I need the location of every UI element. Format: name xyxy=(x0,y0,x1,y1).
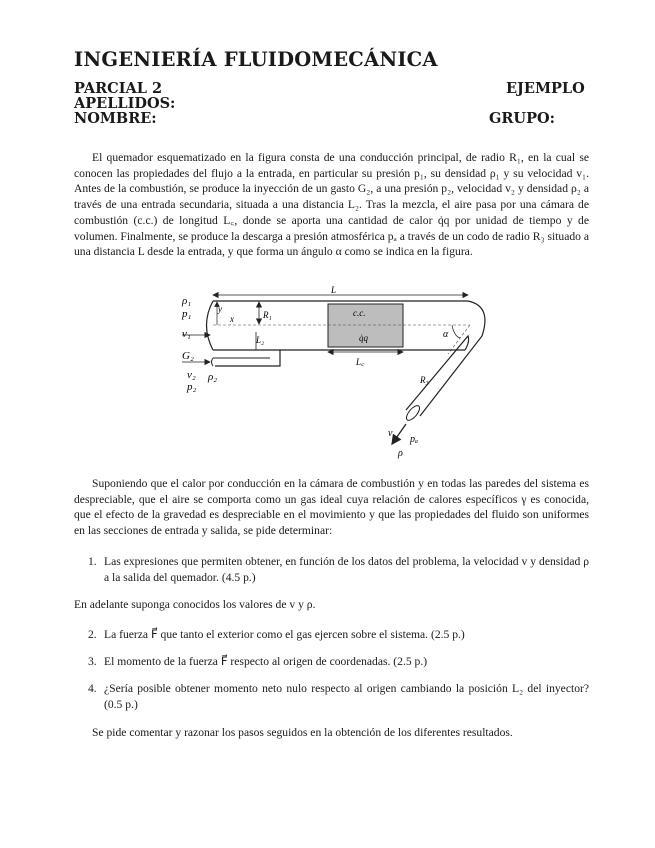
label-x: x xyxy=(230,314,234,324)
outlet-section xyxy=(404,404,422,423)
question-number: 3. xyxy=(88,655,97,668)
label-R1: R₁ xyxy=(263,310,272,320)
question-2 xyxy=(74,627,589,643)
label-G2: G₂ xyxy=(182,350,194,362)
surnames-label: APELLIDOS: xyxy=(74,95,176,112)
question-number: 1. xyxy=(88,555,97,568)
intro-text: El quemador esquematizado en la figura consta de una conducción principal, de radio R₁, en la cual se conocen las propiedades del flujo a la entrada, en particular su presión p₁, su densidad ρ₁ y su velocidad v₁. Antes de la combustión, se produce la inyección de un gasto G₂, a una presión p₂, velocidad v₂ y densidad ρ₂ a través de una entrada secundaria, situada a una distancia L₂. Tras la mezcla, el aire pasa por una cámara de combustión (c.c.) de longitud L꜀, donde se aporta una cantidad de calor q̇q por unidad de tiempo y de volumen. Finalmente, se produce la descarga a presión atmosférica pₐ a través de un codo de radio R₃ situado a una distancia L desde la entrada, y que forma un ángulo α como se indica en la figura. xyxy=(74,151,589,259)
intro-paragraph xyxy=(74,150,589,260)
question-number: 4. xyxy=(88,682,97,695)
label-p2: p₂ xyxy=(187,381,197,393)
label-L: L xyxy=(331,285,337,295)
outlet-velocity-arrow xyxy=(392,424,406,444)
burner-diagram xyxy=(170,284,500,460)
injector-profile xyxy=(212,358,214,366)
assumptions-paragraph xyxy=(74,476,589,539)
question-text: La fuerza F⃗ que tanto el exterior como el gas ejercen sobre el sistema. (2.5 p.) xyxy=(104,628,465,641)
label-R3: R₃ xyxy=(420,375,429,385)
question-text: Las expresiones que permiten obtener, en función de los datos del problema, la velocidad v y densidad ρ a la salida del quemador. (4.5 p.) xyxy=(104,555,589,584)
group-label: GRUPO: xyxy=(489,110,555,127)
label-Lc: L꜀ xyxy=(356,357,365,367)
question-text: ¿Sería posible obtener momento neto nulo respecto al origen cambiando la posición L₂ del inyector? (0.5 p.) xyxy=(104,682,589,711)
label-p1: p₁ xyxy=(182,308,192,320)
closing-note: Se pide comentar y razonar los pasos seguidos en la obtención de los diferentes resultados. xyxy=(92,726,513,739)
question-4 xyxy=(74,681,589,713)
question-3 xyxy=(74,654,589,670)
label-L2: L₂ xyxy=(256,335,265,345)
label-pa: pₐ xyxy=(410,434,418,445)
elbow-inner xyxy=(406,336,469,410)
label-v: v xyxy=(388,428,393,439)
assumptions-text: Suponiendo que el calor por conducción en la cámara de combustión y en todas las paredes del sistema es despreciable, que el aire se comporta como un gas ideal cuya relación de calores específicos γ es conocida, que el efecto de la gravedad es despreciable en el movimiento y que las propiedades del fluido son uniformes en las secciones de entrada y salida, se pide determinar: xyxy=(74,477,589,538)
middle-note: En adelante suponga conocidos los valores de v y ρ. xyxy=(74,598,316,611)
elbow-outer xyxy=(420,301,485,416)
alpha-arc xyxy=(452,325,460,338)
question-1 xyxy=(74,554,589,586)
exam-label: PARCIAL 2 xyxy=(74,80,163,97)
label-rho1: ρ₁ xyxy=(182,295,192,307)
inlet-profile xyxy=(207,301,214,350)
label-rho: ρ xyxy=(398,448,403,459)
label-alpha: α xyxy=(443,329,449,340)
label-v1: v₁ xyxy=(182,328,191,340)
label-y: y xyxy=(218,304,222,314)
page-title: INGENIERÍA FLUIDOMECÁNICA xyxy=(74,48,438,71)
label-rho2: ρ₂ xyxy=(208,371,218,383)
name-label: NOMBRE: xyxy=(74,110,157,127)
question-text: El momento de la fuerza F⃗ respecto al origen de coordenadas. (2.5 p.) xyxy=(104,655,428,668)
question-number: 2. xyxy=(88,628,97,641)
exam-type: EJEMPLO xyxy=(506,80,585,97)
label-qq: q̇q xyxy=(359,333,368,343)
label-cc: c.c. xyxy=(353,308,366,318)
label-v2: v₂ xyxy=(187,369,196,381)
